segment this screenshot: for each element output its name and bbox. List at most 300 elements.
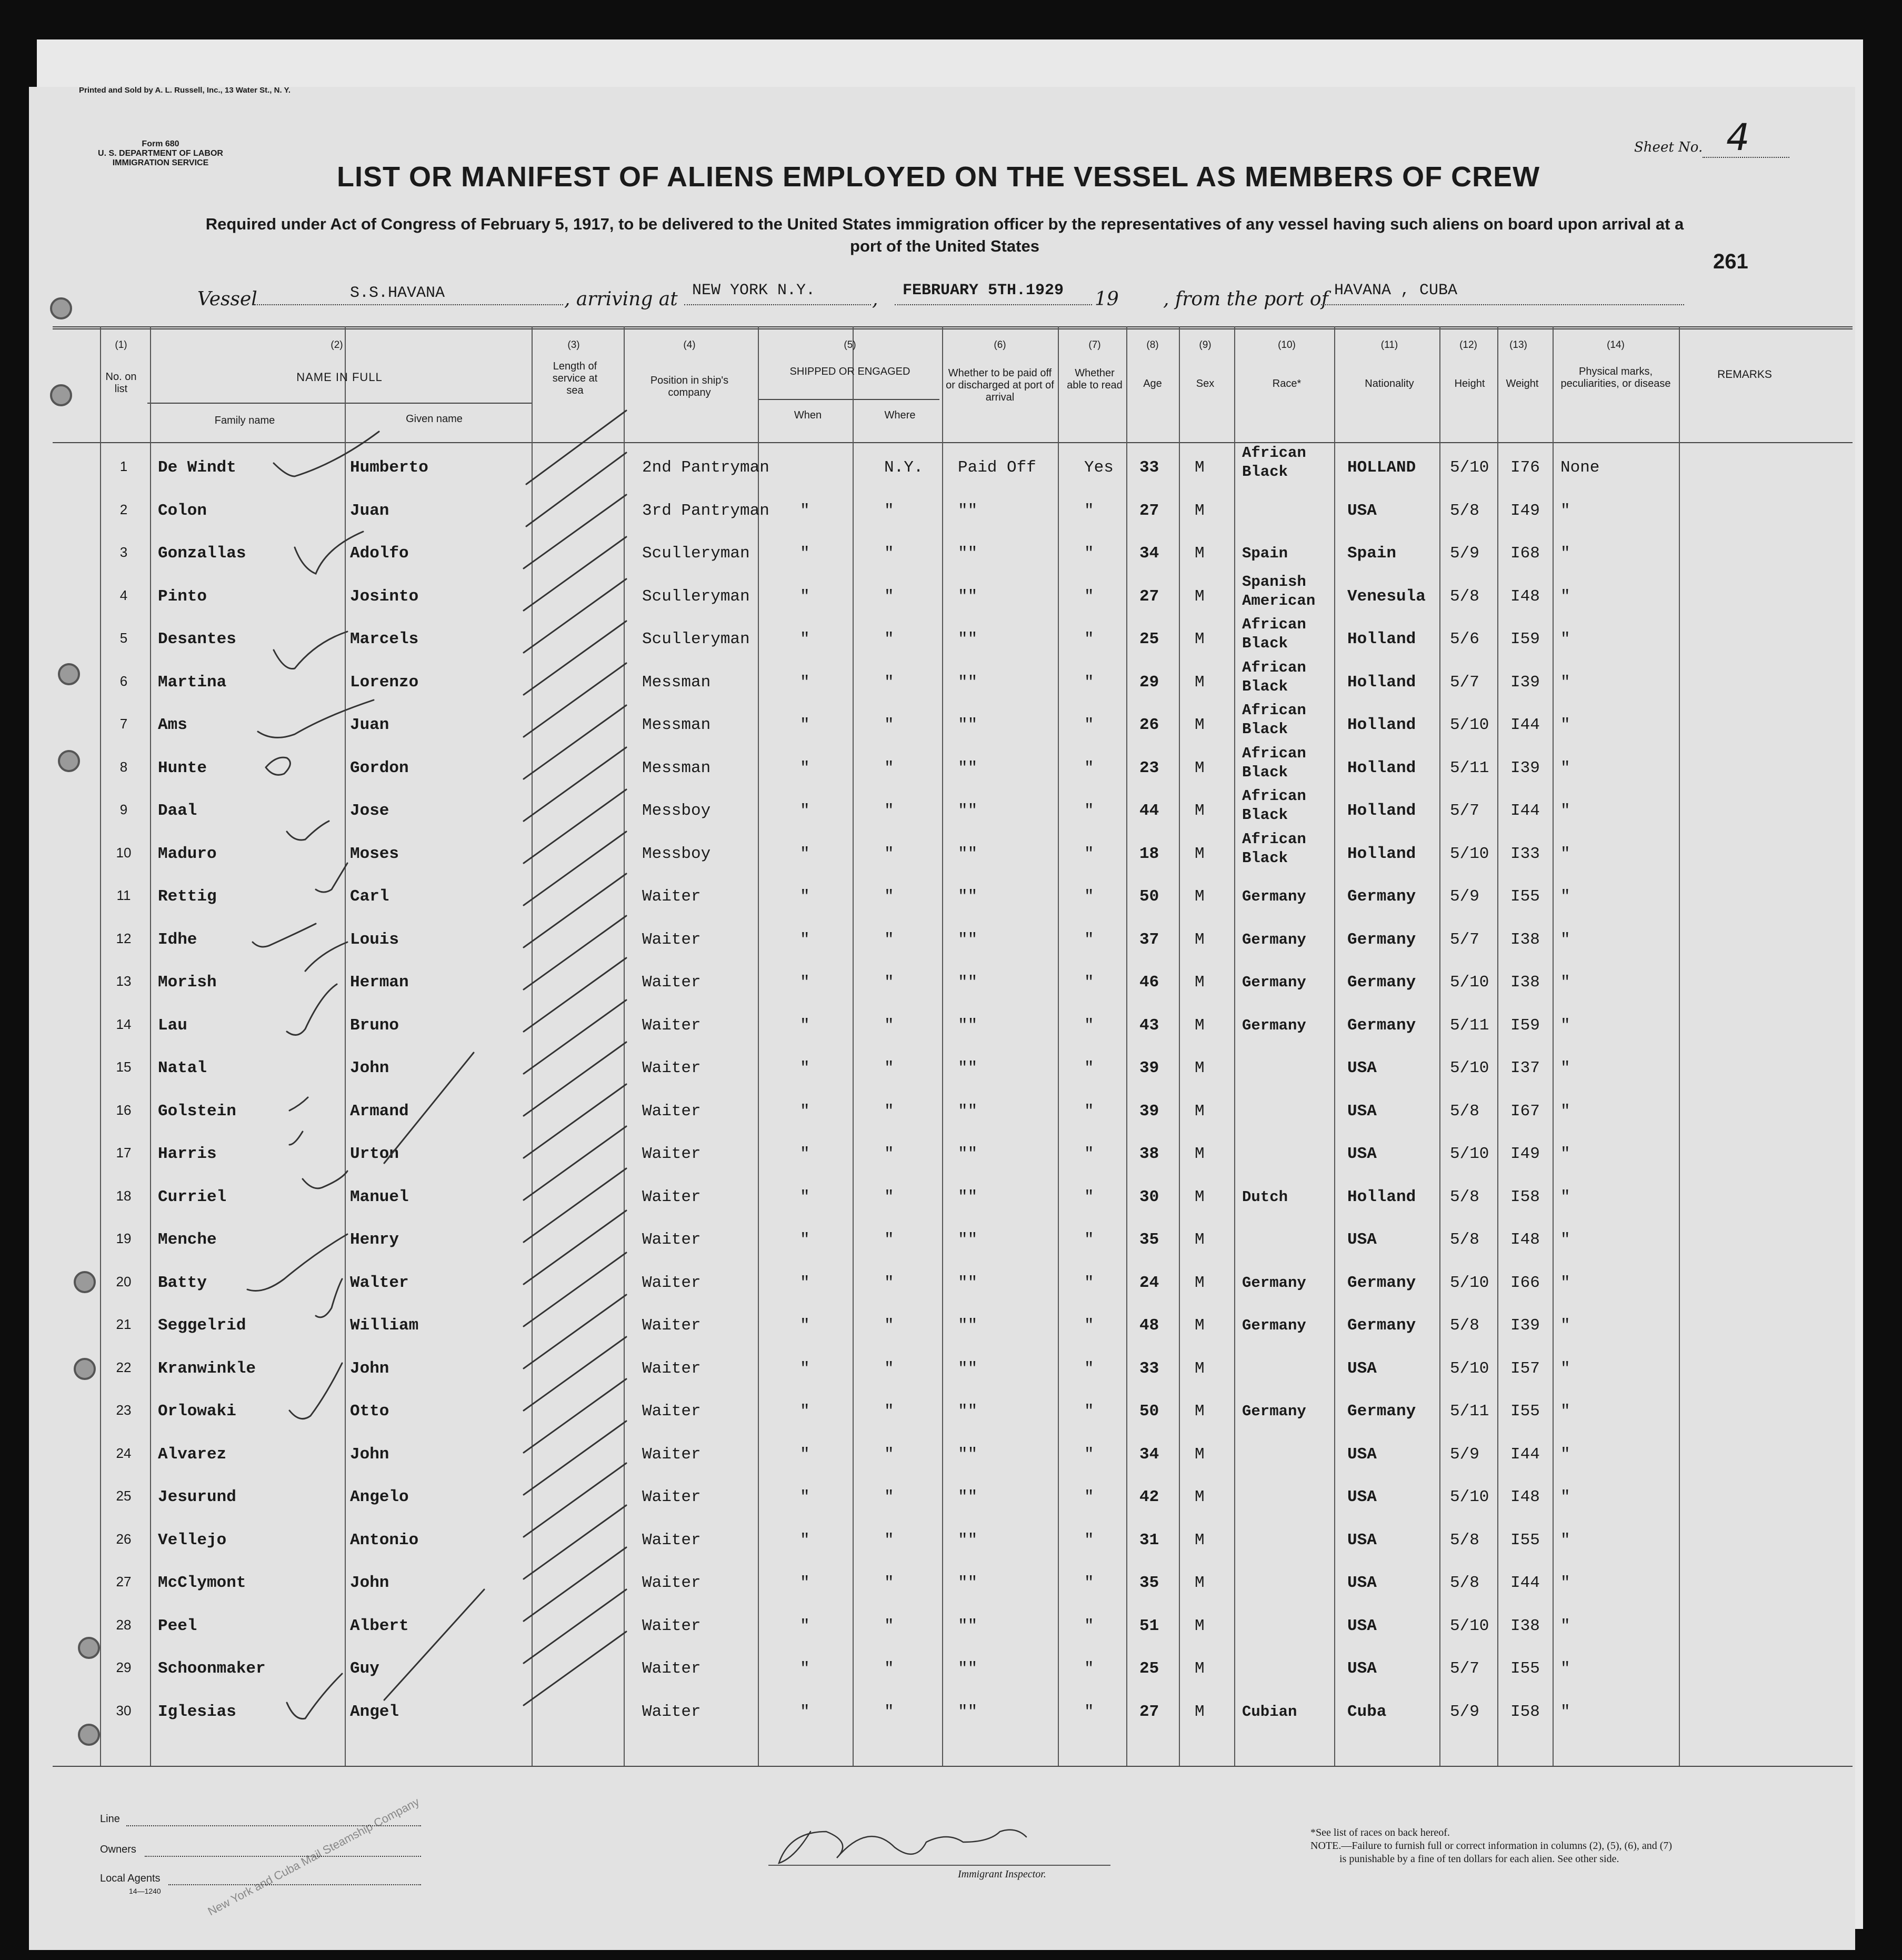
col-position: Position in ship's company [650, 375, 729, 398]
checkmark [289, 1132, 303, 1145]
cell-paid: "" [958, 716, 978, 734]
diagonal-pen-stroke [524, 1168, 626, 1242]
cell-age: 35 [1139, 1231, 1159, 1249]
cell-read: " [1084, 1574, 1094, 1592]
cell-when: " [800, 630, 810, 648]
cell-family: Gonzallas [158, 544, 246, 563]
row-number: 12 [116, 930, 132, 946]
cell-when: " [800, 1616, 810, 1635]
col14-number: (14) [1607, 339, 1625, 351]
diagonal-pen-stroke [524, 1463, 626, 1537]
row-number: 2 [119, 501, 128, 517]
cell-when: " [800, 1273, 810, 1292]
row-number: 14 [116, 1016, 132, 1032]
cell-given: Jose [350, 802, 389, 820]
row-number: 26 [116, 1531, 132, 1547]
cell-marks: " [1560, 716, 1570, 734]
cell-height: 5/10 [1450, 458, 1489, 477]
cell-weight: I55 [1510, 887, 1540, 906]
cell-race: Cubian [1242, 1703, 1297, 1721]
cell-position: Messboy [642, 844, 711, 863]
cell-read: " [1084, 1273, 1094, 1292]
cell-paid: "" [958, 1145, 978, 1163]
cell-weight: I44 [1510, 716, 1540, 734]
diagonal-pen-stroke [524, 958, 626, 1032]
cell-paid: "" [958, 1016, 978, 1035]
cell-age: 35 [1139, 1574, 1159, 1592]
cell-read: " [1084, 930, 1094, 949]
cell-sex: M [1195, 758, 1205, 777]
cell-weight: I59 [1510, 1016, 1540, 1035]
owners-label: Owners [100, 1844, 136, 1855]
cell-given: John [350, 1574, 389, 1592]
cell-weight: I66 [1510, 1273, 1540, 1292]
cell-position: Messman [642, 716, 711, 734]
cell-where: " [884, 544, 894, 563]
cell-paid: "" [958, 630, 978, 648]
cell-marks: " [1560, 1102, 1570, 1121]
cell-paid: "" [958, 1402, 978, 1421]
cell-age: 33 [1139, 458, 1159, 477]
cell-height: 5/10 [1450, 1145, 1489, 1163]
cell-age: 27 [1139, 587, 1159, 606]
cell-race: Spain [1242, 545, 1288, 562]
cell-paid: "" [958, 930, 978, 949]
cell-family: Lau [158, 1016, 187, 1035]
cell-given: John [350, 1059, 389, 1077]
cell-read: " [1084, 1145, 1094, 1163]
cell-family: McClymont [158, 1574, 246, 1592]
cell-paid: "" [958, 587, 978, 606]
cell-paid: "" [958, 1316, 978, 1335]
cell-height: 5/6 [1450, 630, 1479, 648]
cell-position: Waiter [642, 1316, 701, 1335]
cell-where: " [884, 802, 894, 820]
cell-where: " [884, 1531, 894, 1549]
col-remarks: REMARKS [1717, 368, 1772, 381]
cell-nationality: USA [1347, 1445, 1377, 1464]
cell-where: " [884, 1187, 894, 1206]
cell-where: " [884, 1059, 894, 1077]
cell-sex: M [1195, 973, 1205, 992]
cell-when: " [800, 887, 810, 906]
signature [779, 1830, 1026, 1863]
diagonal-pen-stroke [524, 1547, 626, 1621]
cell-nationality: Germany [1347, 1016, 1416, 1035]
cell-weight: I44 [1510, 1445, 1540, 1464]
cell-where: " [884, 1273, 894, 1292]
cell-when: " [800, 1574, 810, 1592]
cell-read: " [1084, 501, 1094, 520]
cell-weight: I58 [1510, 1187, 1540, 1206]
cell-height: 5/10 [1450, 1488, 1489, 1506]
checkmark [247, 1234, 347, 1291]
cell-marks: " [1560, 1659, 1570, 1678]
cell-given: William [350, 1316, 419, 1335]
cell-where: " [884, 1145, 894, 1163]
sheet-label: Sheet No. [1634, 139, 1703, 155]
cell-paid: "" [958, 1488, 978, 1506]
cell-weight: I55 [1510, 1402, 1540, 1421]
cell-family: Pinto [158, 587, 207, 606]
row-number: 30 [116, 1702, 132, 1718]
cell-position: Waiter [642, 1702, 701, 1721]
cell-family: Schoonmaker [158, 1659, 266, 1678]
checkmark [287, 1674, 342, 1719]
cell-marks: " [1560, 844, 1570, 863]
row-number: 29 [116, 1659, 132, 1675]
cell-race: Germany [1242, 888, 1306, 905]
cell-nationality: Cuba [1347, 1702, 1387, 1721]
year-label: 19 [1095, 288, 1119, 310]
cell-age: 25 [1139, 1659, 1159, 1678]
cell-marks: " [1560, 1231, 1570, 1249]
cell-marks: " [1560, 930, 1570, 949]
cell-read: " [1084, 1445, 1094, 1464]
departure-port: HAVANA , CUBA [1334, 282, 1458, 299]
cell-where: " [884, 1488, 894, 1506]
cell-nationality: USA [1347, 1359, 1377, 1378]
cell-height: 5/8 [1450, 1187, 1479, 1206]
cell-when: " [800, 1316, 810, 1335]
cell-paid: "" [958, 501, 978, 520]
cell-when: " [800, 1359, 810, 1378]
cell-weight: I39 [1510, 673, 1540, 692]
cell-sex: M [1195, 1059, 1205, 1077]
cell-where: " [884, 1445, 894, 1464]
diagonal-pen-stroke [524, 1589, 626, 1663]
cell-race: Germany [1242, 1317, 1306, 1334]
row-number: 5 [119, 630, 128, 646]
from-port-label: , from the port of [1163, 288, 1328, 310]
cell-height: 5/7 [1450, 673, 1479, 692]
cell-nationality: Holland [1347, 802, 1416, 820]
cell-when: " [800, 587, 810, 606]
cell-height: 5/8 [1450, 1316, 1479, 1335]
row-number: 3 [119, 544, 128, 560]
cell-where: " [884, 630, 894, 648]
cell-position: Waiter [642, 1059, 701, 1077]
checkmark [305, 942, 347, 971]
cell-family: Batty [158, 1273, 207, 1292]
cell-sex: M [1195, 844, 1205, 863]
diagonal-pen-stroke [524, 1421, 626, 1495]
col-no-on-list: No. on list [105, 371, 137, 395]
cell-age: 39 [1139, 1059, 1159, 1077]
cell-race: African Black [1242, 830, 1306, 867]
cell-given: Manuel [350, 1187, 409, 1206]
row-number: 25 [116, 1488, 132, 1504]
cell-where: " [884, 1231, 894, 1249]
cell-sex: M [1195, 673, 1205, 692]
cell-when: " [800, 1402, 810, 1421]
cell-height: 5/11 [1450, 1016, 1489, 1035]
cell-family: Menche [158, 1231, 217, 1249]
cell-family: Colon [158, 501, 207, 520]
cell-age: 46 [1139, 973, 1159, 992]
cell-family: Martina [158, 673, 227, 692]
cell-age: 48 [1139, 1316, 1159, 1335]
col8-number: (8) [1146, 339, 1159, 351]
cell-family: Daal [158, 802, 197, 820]
cell-family: Jesurund [158, 1488, 236, 1506]
cell-given: Angelo [350, 1488, 409, 1506]
diagonal-pen-stroke [524, 1126, 626, 1200]
row-number: 17 [116, 1145, 132, 1161]
cell-read: " [1084, 1488, 1094, 1506]
cell-sex: M [1195, 1531, 1205, 1549]
cell-height: 5/9 [1450, 544, 1479, 563]
cell-given: Henry [350, 1231, 399, 1249]
cell-marks: " [1560, 973, 1570, 992]
races-note: *See list of races on back hereof. [1310, 1827, 1450, 1838]
cell-read: " [1084, 1316, 1094, 1335]
row-number: 16 [116, 1102, 132, 1118]
row-number: 21 [116, 1316, 132, 1332]
row-number: 6 [119, 673, 128, 689]
cell-family: Maduro [158, 844, 217, 863]
cell-position: Messboy [642, 802, 711, 820]
cell-nationality: USA [1347, 1488, 1377, 1506]
cell-age: 42 [1139, 1488, 1159, 1506]
cell-age: 44 [1139, 802, 1159, 820]
cell-race: Spanish American [1242, 573, 1316, 609]
form-code: 14—1240 [129, 1887, 161, 1895]
line-label: Line [100, 1813, 120, 1825]
cell-read: " [1084, 1231, 1094, 1249]
cell-marks: " [1560, 1187, 1570, 1206]
cell-nationality: Germany [1347, 1316, 1416, 1335]
diagonal-pen-stroke [524, 1295, 626, 1368]
cell-family: Curriel [158, 1187, 227, 1206]
cell-marks: " [1560, 1702, 1570, 1721]
diagonal-pen-stroke [524, 537, 626, 611]
cell-given: Herman [350, 973, 409, 992]
cell-marks: None [1560, 458, 1600, 477]
cell-marks: " [1560, 802, 1570, 820]
cell-weight: I59 [1510, 630, 1540, 648]
cell-position: Waiter [642, 973, 701, 992]
cell-sex: M [1195, 1187, 1205, 1206]
cell-sex: M [1195, 1445, 1205, 1464]
cell-where: " [884, 1659, 894, 1678]
cell-marks: " [1560, 1531, 1570, 1549]
cell-read: " [1084, 1059, 1094, 1077]
cell-given: Armand [350, 1102, 409, 1121]
cell-race: Germany [1242, 1403, 1306, 1420]
cell-read: " [1084, 544, 1094, 563]
cell-height: 5/9 [1450, 1445, 1479, 1464]
checkmark [287, 821, 329, 840]
cell-weight: I49 [1510, 1145, 1540, 1163]
cell-weight: I57 [1510, 1359, 1540, 1378]
cell-read: " [1084, 973, 1094, 992]
cell-family: Hunte [158, 758, 207, 777]
row-number: 9 [119, 802, 128, 817]
penalty-note-2: is punishable by a fine of ten dollars for each alien. See other side. [1339, 1853, 1619, 1865]
col1-number: (1) [115, 339, 127, 351]
cell-read: Yes [1084, 458, 1114, 477]
cell-nationality: Germany [1347, 1273, 1416, 1292]
cell-sex: M [1195, 1102, 1205, 1121]
cell-family: Orlowaki [158, 1402, 236, 1421]
vessel-label: Vessel [197, 288, 257, 310]
cell-age: 34 [1139, 1445, 1159, 1464]
diagonal-pen-stroke [524, 916, 626, 989]
cell-family: Desantes [158, 630, 236, 648]
cell-family: Ams [158, 716, 187, 734]
cell-paid: Paid Off [958, 458, 1036, 477]
cell-paid: "" [958, 973, 978, 992]
checkmark [316, 863, 347, 892]
cell-age: 50 [1139, 1402, 1159, 1421]
row-number: 1 [119, 458, 128, 474]
cell-paid: "" [958, 758, 978, 777]
cell-height: 5/10 [1450, 1059, 1489, 1077]
cell-read: " [1084, 758, 1094, 777]
cell-marks: " [1560, 1059, 1570, 1077]
cell-paid: "" [958, 1445, 978, 1464]
cell-position: Sculleryman [642, 544, 750, 563]
cell-sex: M [1195, 458, 1205, 477]
cell-height: 5/10 [1450, 1616, 1489, 1635]
col6-number: (6) [994, 339, 1006, 351]
cell-weight: I38 [1510, 1616, 1540, 1635]
cell-paid: "" [958, 544, 978, 563]
cell-marks: " [1560, 544, 1570, 563]
cell-paid: "" [958, 1231, 978, 1249]
cell-nationality: USA [1347, 1059, 1377, 1077]
cell-marks: " [1560, 1402, 1570, 1421]
row-number: 27 [116, 1574, 132, 1589]
cell-when: " [800, 844, 810, 863]
cell-read: " [1084, 1187, 1094, 1206]
arrival-date: FEBRUARY 5TH.1929 [903, 282, 1064, 299]
cell-sex: M [1195, 1316, 1205, 1335]
col13-number: (13) [1509, 339, 1527, 351]
cell-age: 33 [1139, 1359, 1159, 1378]
cell-family: Iglesias [158, 1702, 236, 1721]
cell-marks: " [1560, 1316, 1570, 1335]
col-physical-marks: Physical marks, peculiarities, or disease [1560, 366, 1671, 389]
diagonal-pen-stroke [524, 1211, 626, 1284]
cell-sex: M [1195, 544, 1205, 563]
cell-race: Germany [1242, 1274, 1306, 1292]
checkmark [274, 432, 379, 476]
cell-given: Carl [350, 887, 389, 906]
cell-age: 34 [1139, 544, 1159, 563]
cell-given: Angel [350, 1702, 399, 1721]
cell-when: " [800, 973, 810, 992]
diagonal-pen-stroke [524, 1000, 626, 1074]
col12-number: (12) [1459, 339, 1477, 351]
row-number: 23 [116, 1402, 132, 1418]
cell-nationality: USA [1347, 1616, 1377, 1635]
cell-nationality: Holland [1347, 716, 1416, 734]
cell-nationality: USA [1347, 1231, 1377, 1249]
cell-given: Urton [350, 1145, 399, 1163]
cell-when: " [800, 930, 810, 949]
circle-mark [266, 757, 290, 775]
cell-nationality: Holland [1347, 758, 1416, 777]
cell-given: Josinto [350, 587, 419, 606]
cell-family: De Windt [158, 458, 236, 477]
cell-when: " [800, 802, 810, 820]
checkmark [289, 1363, 342, 1419]
cell-weight: I76 [1510, 458, 1540, 477]
cell-position: Waiter [642, 1187, 701, 1206]
col4-number: (4) [683, 339, 696, 351]
col10-number: (10) [1278, 339, 1296, 351]
cell-when: " [800, 544, 810, 563]
cell-when: " [800, 1488, 810, 1506]
cell-where: " [884, 887, 894, 906]
cell-weight: I44 [1510, 802, 1540, 820]
cell-sex: M [1195, 1273, 1205, 1292]
cell-race: Germany [1242, 931, 1306, 948]
diagonal-pen-stroke [524, 1337, 626, 1411]
cell-race: African Black [1242, 744, 1306, 781]
cell-marks: " [1560, 1273, 1570, 1292]
row-number: 11 [116, 887, 131, 903]
col5-number: (5) [844, 339, 856, 351]
checkmark [258, 700, 374, 737]
cell-given: Juan [350, 501, 389, 520]
cell-height: 5/8 [1450, 1102, 1479, 1121]
cell-where: " [884, 930, 894, 949]
cell-height: 5/8 [1450, 1574, 1479, 1592]
row-number: 4 [119, 587, 128, 603]
row-number: 24 [116, 1445, 132, 1461]
cell-read: " [1084, 587, 1094, 606]
cell-race: African Black [1242, 787, 1306, 824]
cell-sex: M [1195, 1145, 1205, 1163]
cell-given: Guy [350, 1659, 379, 1678]
cell-weight: I68 [1510, 544, 1540, 563]
subtitle-line-2: port of the United States [850, 237, 1039, 255]
cell-given: Marcels [350, 630, 419, 648]
arrival-port: NEW YORK N.Y. [692, 282, 816, 299]
cell-position: Waiter [642, 887, 701, 906]
cell-sex: M [1195, 1488, 1205, 1506]
cell-nationality: Germany [1347, 973, 1416, 992]
cell-read: " [1084, 1531, 1094, 1549]
cell-given: Walter [350, 1273, 409, 1292]
diagonal-pen-stroke [524, 663, 626, 737]
cell-where: " [884, 1616, 894, 1635]
cell-family: Peel [158, 1616, 197, 1635]
cell-position: Waiter [642, 1445, 701, 1464]
cell-read: " [1084, 887, 1094, 906]
row-number: 18 [116, 1187, 132, 1204]
cell-position: Sculleryman [642, 630, 750, 648]
checkmark [295, 532, 363, 574]
cell-position: Messman [642, 673, 711, 692]
cell-where: " [884, 501, 894, 520]
cell-when: " [800, 758, 810, 777]
cell-read: " [1084, 802, 1094, 820]
cell-when: " [800, 1016, 810, 1035]
col-family-name: Family name [214, 415, 275, 426]
row-number: 8 [119, 758, 128, 775]
cell-weight: I39 [1510, 758, 1540, 777]
cell-sex: M [1195, 1702, 1205, 1721]
cell-marks: " [1560, 1488, 1570, 1506]
row-number: 28 [116, 1616, 132, 1633]
checkmark [289, 1097, 308, 1111]
cell-when: " [800, 1659, 810, 1678]
cell-position: Waiter [642, 1102, 701, 1121]
